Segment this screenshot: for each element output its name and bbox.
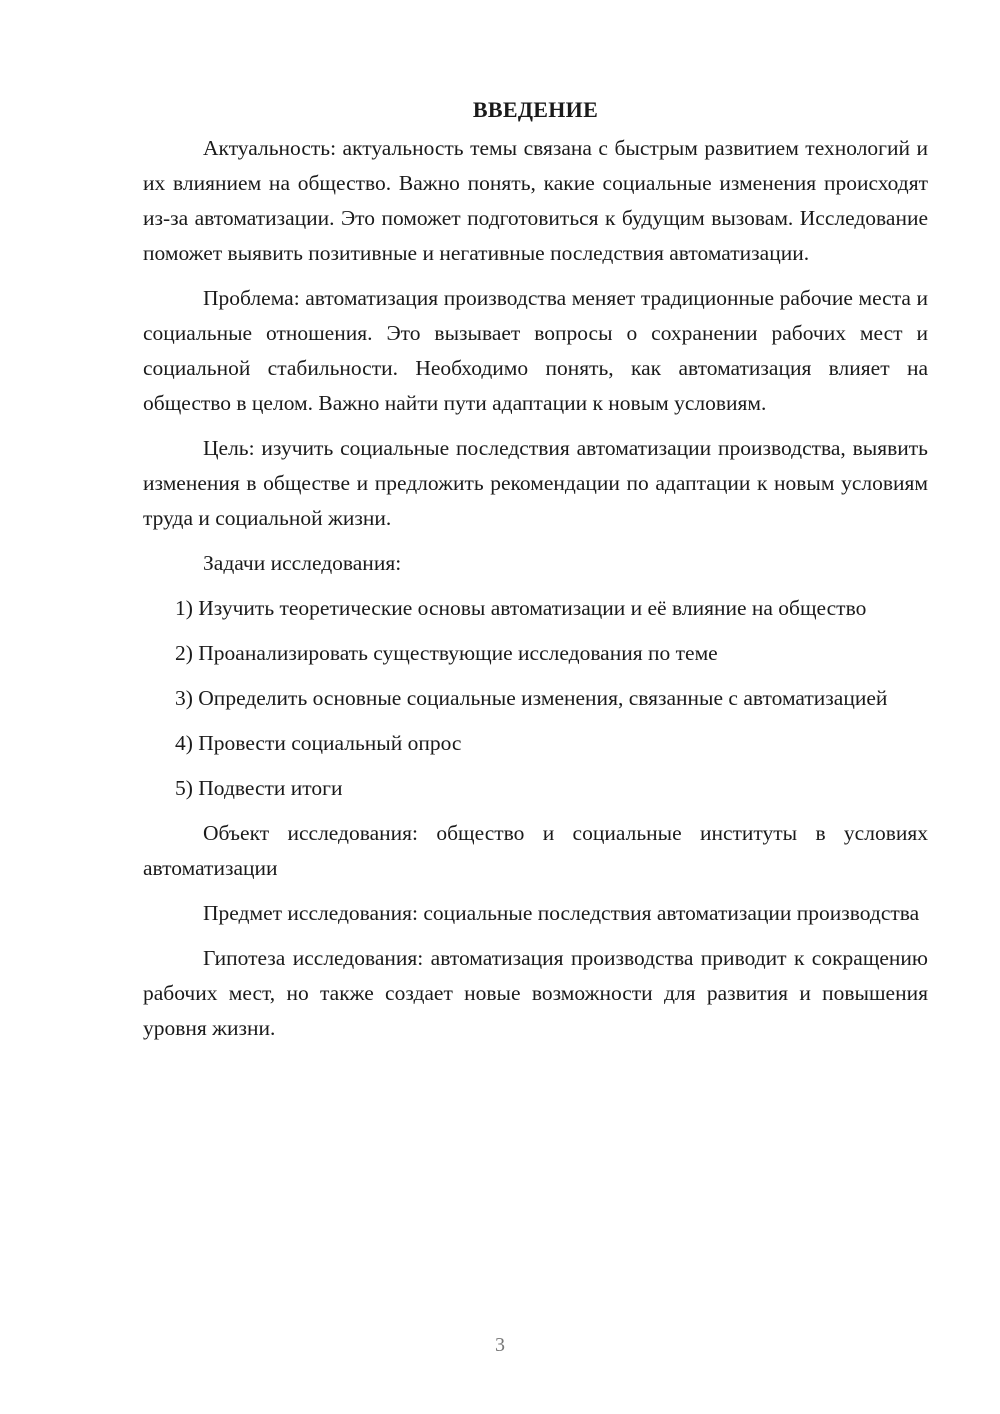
page-number: 3 [495, 1334, 505, 1356]
section-heading: ВВЕДЕНИЕ [472, 97, 599, 122]
document-page [143, 95, 928, 1056]
task-item: 1) Изучить теоретические основы автоматизации и её влияние на общество [175, 596, 867, 620]
goal-paragraph: Цель: изучить социальные последствия автоматизации производства, выявить изменения в обществе и предложить рекомендации по адаптации к новым условиям труда и социальной жизни. [143, 436, 928, 530]
hypothesis-paragraph: Гипотеза исследования: автоматизация производства приводит к сокращению рабочих мест, но также создает новые возможности для развития и повышения уровня жизни. [143, 946, 928, 1040]
tasks-heading: Задачи исследования: [203, 551, 402, 575]
task-item: 5) Подвести итоги [175, 776, 343, 800]
relevance-paragraph: Актуальность: актуальность темы связана с быстрым развитием технологий и их влиянием на общество. Важно понять, какие социальные изменения происходят из-за автоматизации. Это поможет подготовиться к будущим вызовам. Исследование поможет выявить позитивные и негативные последствия автоматизации. [143, 136, 928, 265]
object-paragraph: Объект исследования: общество и социальные институты в условиях автоматизации [143, 821, 928, 880]
task-item: 4) Провести социальный опрос [175, 731, 462, 755]
subject-paragraph: Предмет исследования: социальные последствия автоматизации производства [203, 901, 920, 925]
task-item: 2) Проанализировать существующие исследования по теме [175, 641, 718, 665]
task-item: 3) Определить основные социальные изменения, связанные с автоматизацией [175, 686, 888, 710]
problem-paragraph: Проблема: автоматизация производства меняет традиционные рабочие места и социальные отношения. Это вызывает вопросы о сохранении рабочих мест и социальной стабильности. Необходимо понять, как автоматизация влияет на общество в целом. Важно найти пути адаптации к новым условиям. [143, 286, 928, 415]
